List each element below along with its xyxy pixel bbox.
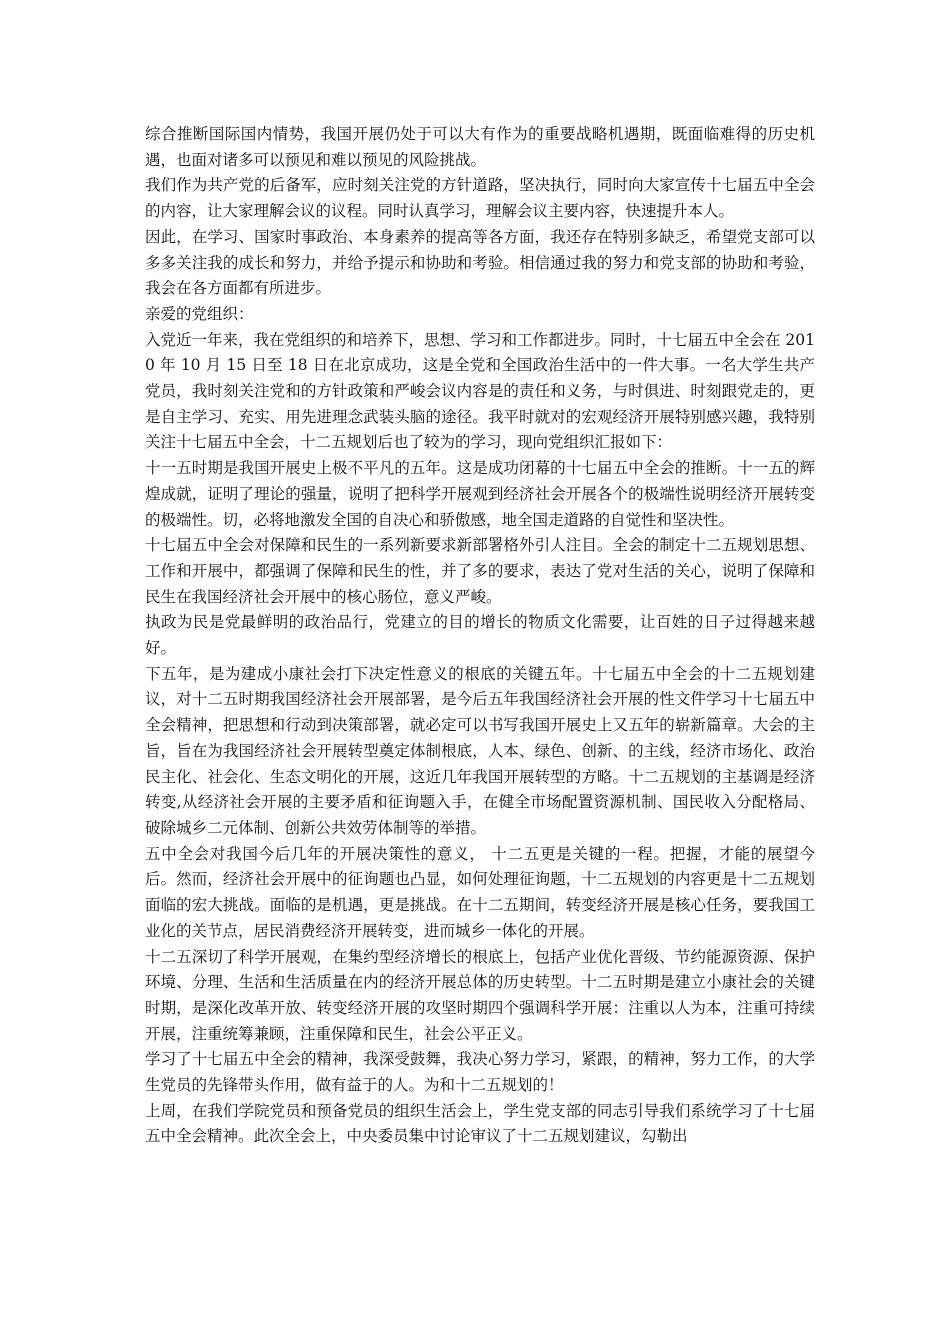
paragraph-3: 因此，在学习、国家时事政治、本身素养的提高等各方面，我还存在特别多缺乏，希望党支部可以多多关注我的成长和努力，并给予提示和协助和考验。相信通过我的努力和党支部的协助和考验，我会在各方面都有所进步。: [145, 227, 815, 298]
paragraph-8: 执政为民是党最鲜明的政治品行，党建立的目的增长的物质文化需要，让百姓的日子过得越来越好。: [145, 613, 815, 658]
document-body: [145, 122, 815, 1150]
paragraph-9: 下五年，是为建成小康社会打下决定性意义的根底的关键五年。十七届五中全会的十二五规划建议，对十二五时期我国经济社会开展部署，是今后五年我国经济社会开展的性文件学习十七届五中全会精神，把思想和行动到决策部署，就必定可以书写我国开展史上又五年的崭新篇章。大会的主旨，旨在为我国经济社会开展转型奠定体制根底，人本、绿色、创新、的主线，经济市场化、政治民主化、社会化、生态文明化的开展，这近几年我国开展转型的方略。十二五规划的主基调是经济转变,从经济社会开展的主要矛盾和征询题入手，在健全市场配置资源机制、国民收入分配格局、破除城乡二元体制、创新公共效劳体制等的举措。: [145, 664, 815, 837]
paragraph-10: 五中全会对我国今后几年的开展决策性的意义， 十二五更是关键的一程。把握，才能的展望今后。然而，经济社会开展中的征询题也凸显，如何处理征询题，十二五规划的内容更是十二五规划面临的宏大挑战。面临的是机遇，更是挑战。在十二五期间，转变经济开展是核心任务，要我国工业化的关节点，居民消费经济开展转变，进而城乡一体化的开展。: [145, 844, 815, 940]
paragraph-2: 我们作为共产党的后备军，应时刻关注党的方针道路，坚决执行，同时向大家宣传十七届五中全会的内容，让大家理解会议的议程。同时认真学习，理解会议主要内容，快速提升本人。: [145, 176, 815, 221]
paragraph-12: 学习了十七届五中全会的精神，我深受鼓舞，我决心努力学习，紧跟，的精神，努力工作，的大学生党员的先锋带头作用，做有益于的人。为和十二五规划的！: [145, 1050, 815, 1095]
paragraph-6: 十一五时期是我国开展史上极不平凡的五年。这是成功闭幕的十七届五中全会的推断。十一五的辉煌成就，证明了理论的强量，说明了把科学开展观到经济社会开展各个的极端性说明经济开展转变的极端性。切，必将地激发全国的自决心和骄傲感，地全国走道路的自觉性和坚决性。: [145, 459, 815, 529]
salutation: 亲爱的党组织：: [145, 304, 254, 323]
paragraph-5: 入党近一年来，我在党组织的和培养下，思想、学习和工作都进步。同时，十七届五中全会在 2010 年 10 月 15 日至 18 日在北京成功，这是全党和全国政治生活中的一件大事。一名大学生共产党员，我时刻关注党和的方针政策和严峻会议内容是的责任和义务，与时俱进、时刻跟党走的，更是自主学习、充实、用先进理念武装头脑的途径。我平时就对的宏观经济开展特别感兴趣，我特别关注十七届五中全会，十二五规划后也了较为的学习，现向党组织汇报如下：: [145, 330, 816, 452]
paragraph-1: 综合推断国际国内情势，我国开展仍处于可以大有作为的重要战略机遇期，既面临难得的历史机遇，也面对诸多可以预见和难以预见的风险挑战。: [145, 125, 815, 169]
paragraph-13: 上周，在我们学院党员和预备党员的组织生活会上，学生党支部的同志引导我们系统学习了十七届五中全会精神。此次全会上，中央委员集中讨论审议了十二五规划建议，勾勒出: [145, 1101, 815, 1146]
paragraph-11: 十二五深切了科学开展观，在集约型经济增长的根底上，包括产业优化晋级、节约能源资源、保护环境、分理、生活和生活质量在内的经济开展总体的历史转型。十二五时期是建立小康社会的关键时期，是深化改革开放、转变经济开展的攻坚时期四个强调科学开展：注重以人为本，注重可持续开展，注重统筹兼顾，注重保障和民生，社会公平正义。: [145, 947, 815, 1043]
paragraph-7: 十七届五中全会对保障和民生的一系列新要求新部署格外引人注目。全会的制定十二五规划思想、工作和开展中，都强调了保障和民生的性，并了多的要求，表达了党对生活的关心，说明了保障和民生在我国经济社会开展中的核心肠位，意义严峻。: [145, 536, 815, 606]
